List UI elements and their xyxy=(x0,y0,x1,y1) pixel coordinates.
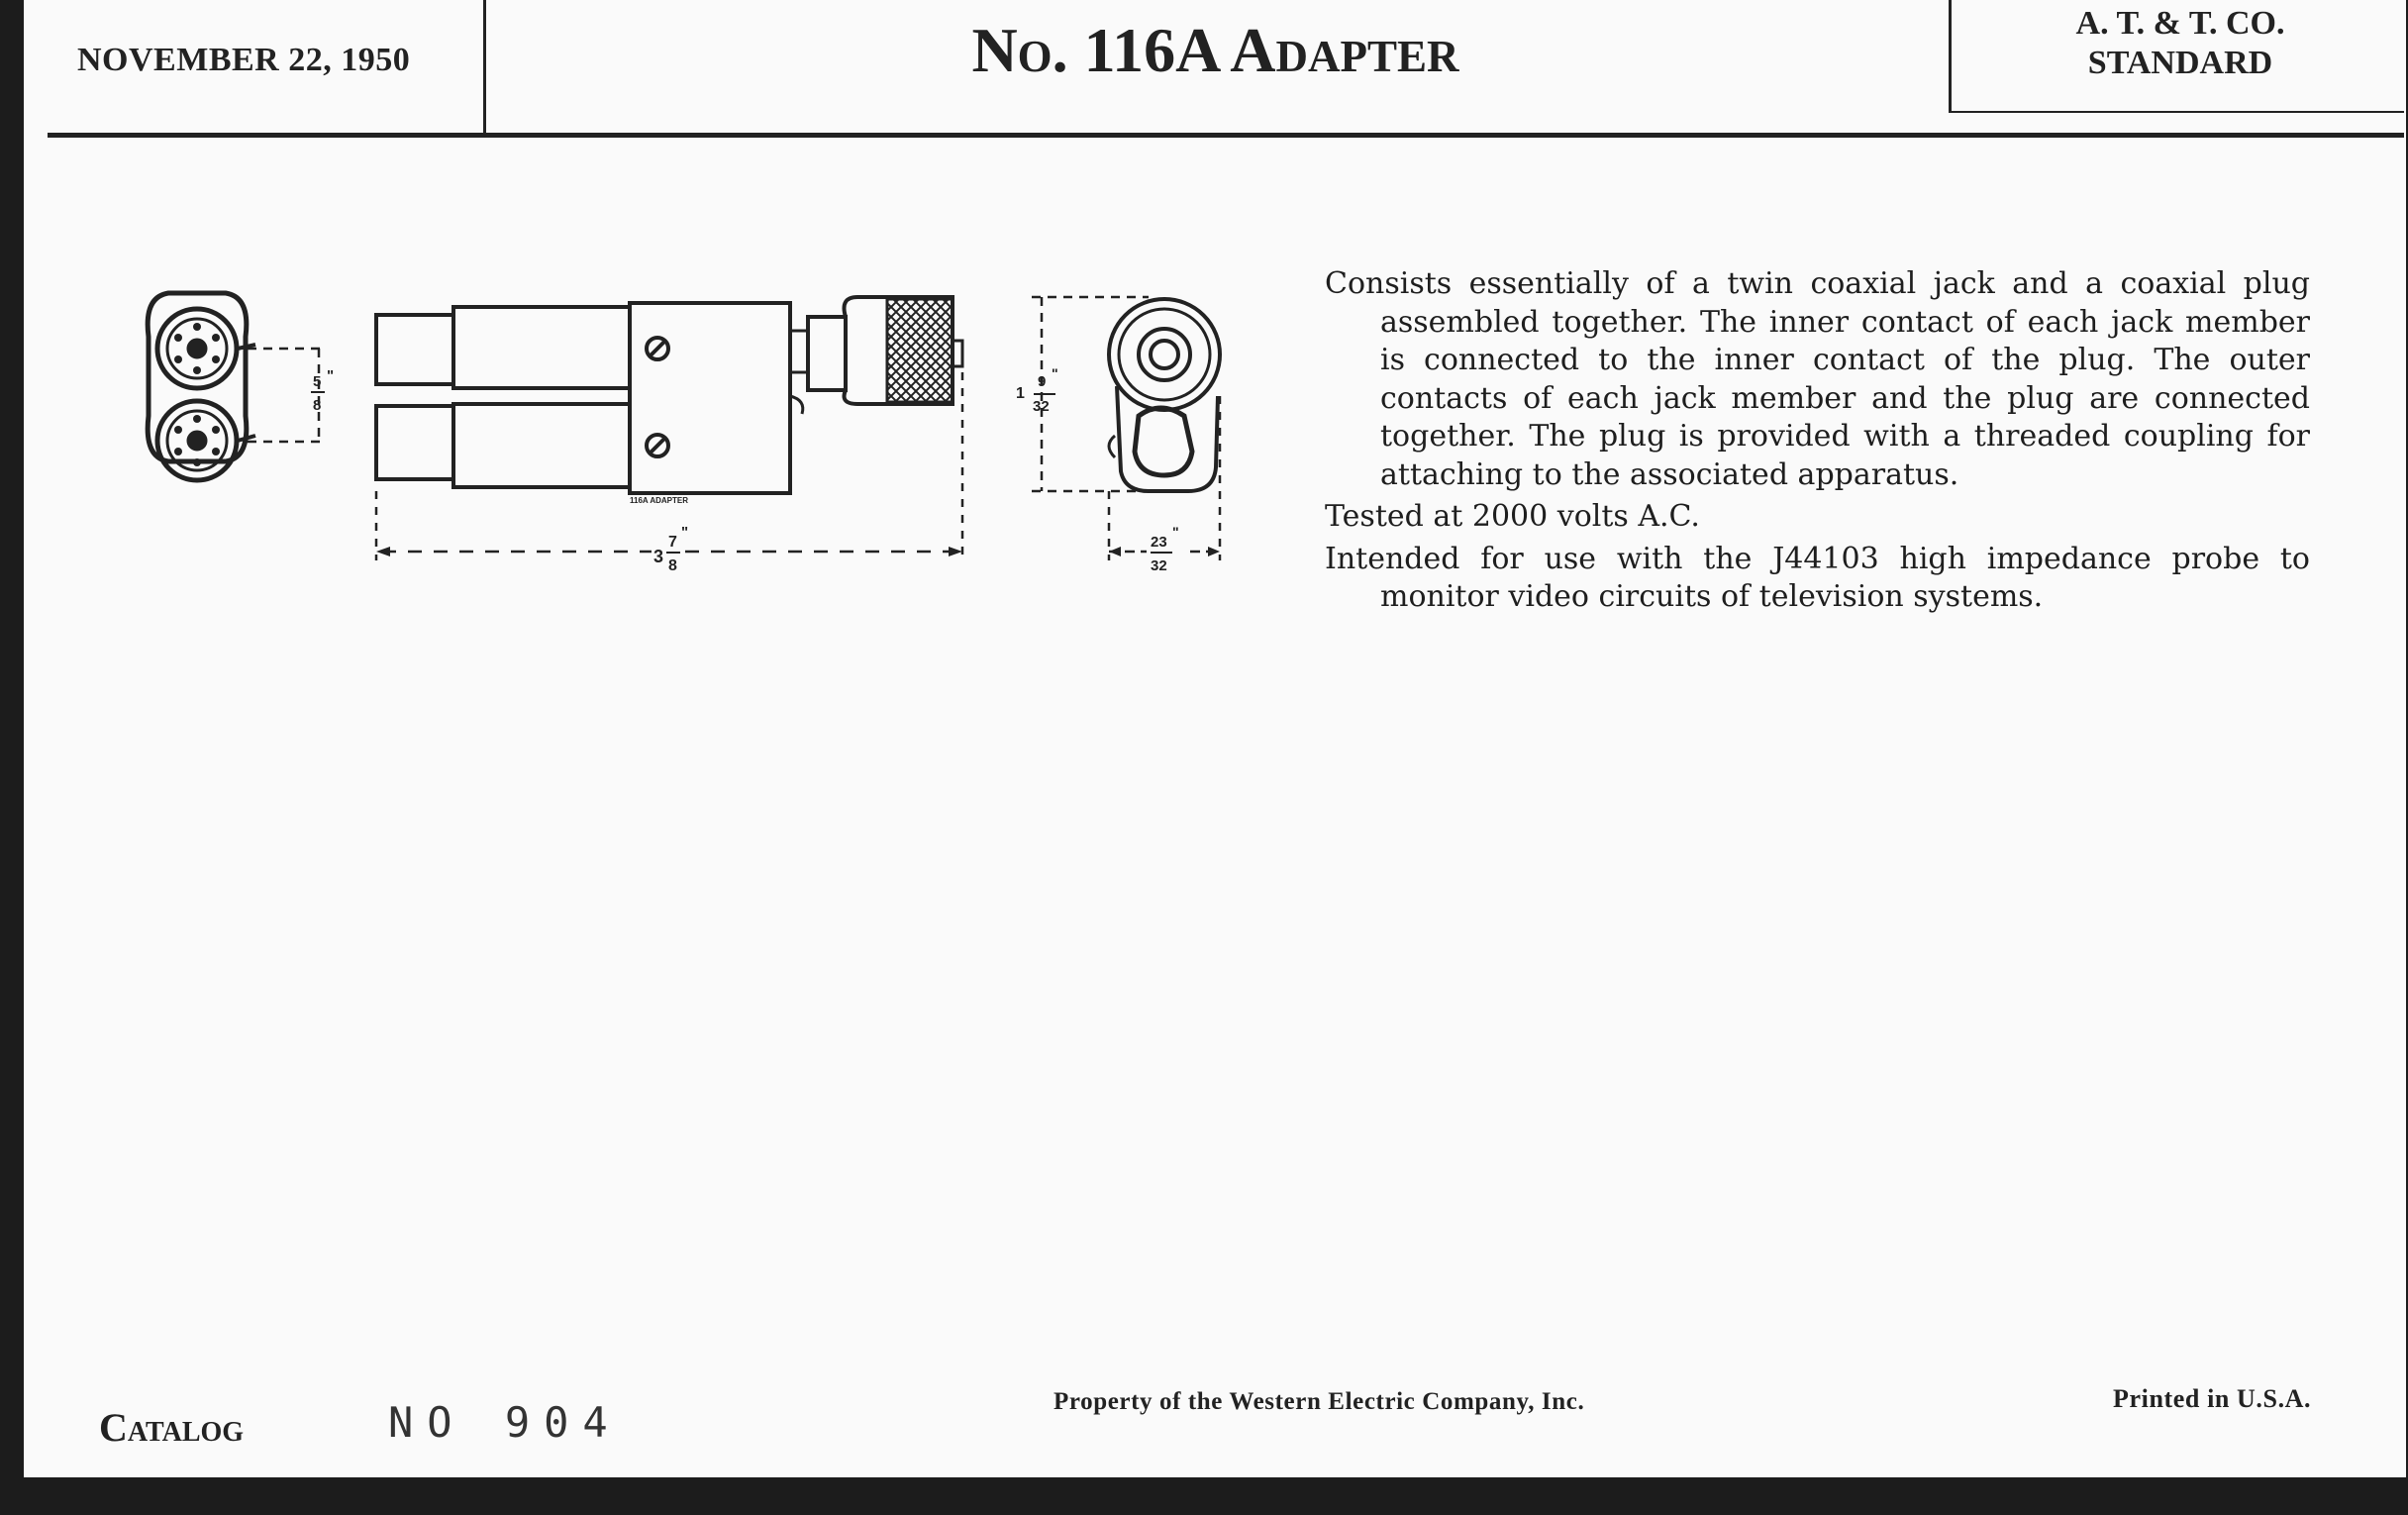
length-dim-whole: 3 xyxy=(653,547,664,566)
side-dim-num: 9 xyxy=(1038,373,1047,390)
length-dim-mark: " xyxy=(681,524,689,541)
body-stamp: 116A ADAPTER xyxy=(630,496,688,505)
catalog-label: Catalog xyxy=(99,1405,245,1450)
printed-notice: Printed in U.S.A. xyxy=(2113,1384,2312,1413)
jack-sleeve-upper xyxy=(376,315,453,384)
length-dimension xyxy=(376,372,962,560)
plug-end-view xyxy=(1109,299,1220,491)
header-date: NOVEMBER 22, 1950 xyxy=(77,42,411,78)
width-dim-num: 23 xyxy=(1151,534,1167,551)
side-dim-mark: " xyxy=(1052,365,1058,381)
description-paragraph-3: Intended for use with the J44103 high impedance probe to monitor video circuits of television systems. xyxy=(1325,541,2310,614)
plug-neck xyxy=(790,331,808,372)
knurled-coupling xyxy=(887,299,953,402)
side-dim-den: 32 xyxy=(1033,398,1050,415)
catalog-number: NO 904 xyxy=(388,1398,622,1447)
side-dim-whole: 1 xyxy=(1016,385,1025,402)
height-dim-num: 5 xyxy=(313,373,322,390)
width-dim-den: 32 xyxy=(1151,557,1167,574)
jack-tube-upper xyxy=(453,307,630,388)
length-dim-num: 7 xyxy=(668,534,677,551)
jack-sleeve-lower xyxy=(376,406,453,479)
plug-shoulder xyxy=(808,317,846,390)
page-title: No. 116A Adapter xyxy=(971,15,1459,85)
description xyxy=(1325,265,2310,621)
length-dim-den: 8 xyxy=(668,557,677,574)
jack-tube-lower xyxy=(453,404,630,487)
adapter-body xyxy=(630,303,790,493)
side-view xyxy=(376,297,962,505)
height-dimension xyxy=(248,349,327,442)
standard-line-1: A. T. & T. CO. xyxy=(2075,5,2285,42)
end-view xyxy=(148,293,255,480)
property-notice: Property of the Western Electric Company, Inc. xyxy=(1054,1388,1585,1415)
header-divider-right xyxy=(1949,0,1952,113)
height-dim-mark: " xyxy=(327,367,335,384)
adapter-drawing xyxy=(0,0,1307,634)
standard-label xyxy=(1953,4,2408,83)
standard-line-2: STANDARD xyxy=(2087,45,2273,81)
height-dim-den: 8 xyxy=(313,397,322,414)
header-rule-thin xyxy=(1949,111,2404,113)
description-paragraph-1: Consists essentially of a twin coaxial jack and a coaxial plug assembled together. The inner contact of each jack member is connected to the inner contact of the plug. The outer contacts of each jack member and the plug are connected together. The plug is provided with a threaded coupling for attaching to the associated apparatus. xyxy=(1325,266,2310,492)
width-dim-mark: " xyxy=(1172,524,1179,540)
description-paragraph-2: Tested at 2000 volts A.C. xyxy=(1325,499,1700,534)
plug-tip xyxy=(953,341,962,366)
